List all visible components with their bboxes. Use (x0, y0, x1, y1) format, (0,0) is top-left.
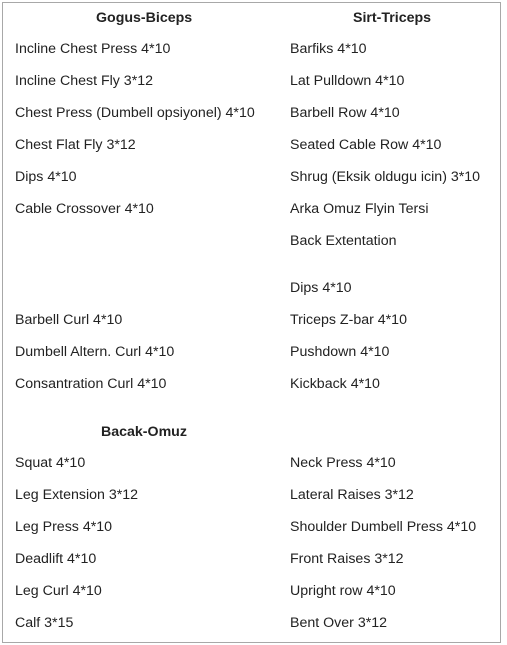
exercise-item: Deadlift 4*10 (15, 551, 97, 567)
exercise-item: Squat 4*10 (15, 455, 86, 471)
exercise-item: Dumbell Altern. Curl 4*10 (15, 344, 175, 360)
exercise-item: Leg Extension 3*12 (15, 487, 139, 503)
exercise-item: Upright row 4*10 (290, 583, 396, 599)
header-gogus-biceps: Gogus-Biceps (96, 10, 193, 26)
exercise-item: Leg Curl 4*10 (15, 583, 102, 599)
exercise-item: Pushdown 4*10 (290, 344, 390, 360)
exercise-item: Incline Chest Press 4*10 (15, 41, 171, 57)
exercise-item: Barfiks 4*10 (290, 41, 367, 57)
header-bacak-omuz: Bacak-Omuz (101, 424, 187, 440)
exercise-item: Bent Over 3*12 (290, 615, 388, 631)
exercise-item: Arka Omuz Flyin Tersi (290, 201, 429, 217)
exercise-item: Dips 4*10 (15, 169, 77, 185)
exercise-item: Consantration Curl 4*10 (15, 376, 167, 392)
header-sirt-triceps: Sirt-Triceps (353, 10, 432, 26)
exercise-item: Cable Crossover 4*10 (15, 201, 154, 217)
exercise-item: Seated Cable Row 4*10 (290, 137, 442, 153)
exercise-item: Lat Pulldown 4*10 (290, 73, 405, 89)
exercise-item: Lateral Raises 3*12 (290, 487, 414, 503)
exercise-item: Shoulder Dumbell Press 4*10 (290, 519, 477, 535)
exercise-item: Incline Chest Fly 3*12 (15, 73, 154, 89)
exercise-item: Shrug (Eksik oldugu icin) 3*10 (290, 169, 481, 185)
exercise-item: Front Raises 3*12 (290, 551, 404, 567)
exercise-item: Neck Press 4*10 (290, 455, 396, 471)
exercise-item: Back Extentation (290, 233, 397, 249)
exercise-item: Leg Press 4*10 (15, 519, 113, 535)
exercise-item: Dips 4*10 (290, 280, 352, 296)
exercise-item: Chest Flat Fly 3*12 (15, 137, 136, 153)
exercise-item: Calf 3*15 (15, 615, 74, 631)
exercise-item: Chest Press (Dumbell opsiyonel) 4*10 (15, 105, 255, 121)
exercise-item: Triceps Z-bar 4*10 (290, 312, 407, 328)
exercise-item: Barbell Row 4*10 (290, 105, 400, 121)
exercise-item: Kickback 4*10 (290, 376, 380, 392)
exercise-item: Barbell Curl 4*10 (15, 312, 123, 328)
